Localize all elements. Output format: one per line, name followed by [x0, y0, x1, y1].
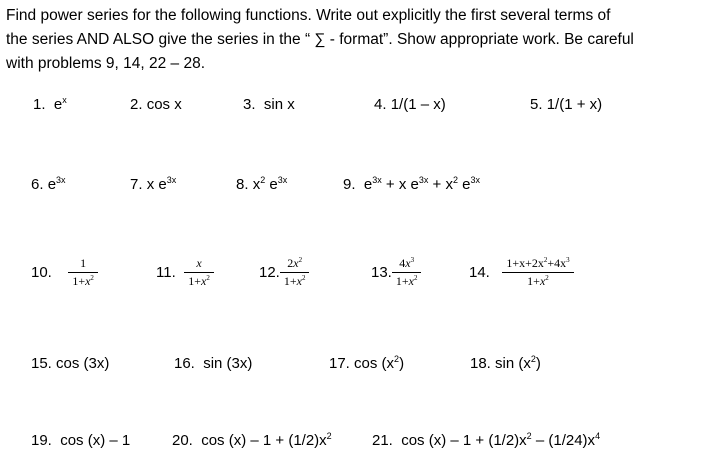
problem-expression: cos (x) – 1: [60, 432, 131, 449]
problem-10: [31, 256, 98, 289]
fraction: [280, 256, 310, 289]
problem-expression: sin x: [263, 96, 295, 113]
problem-16: [174, 355, 252, 372]
problem-expression: sin (x: [495, 355, 531, 372]
problem-5: [530, 96, 602, 113]
instructions-line-1: Find power series for the following functions. Write out explicitly the first several terms of: [6, 7, 611, 24]
problem-7: [130, 176, 176, 193]
problem-number: 1.: [33, 96, 46, 113]
problem-number: 4.: [374, 96, 387, 113]
problem-21: 21. $\cos (x) - 1 + (1/2)x^2 - (1/24)x^4$: [372, 431, 601, 449]
numerator: 1: [68, 256, 98, 273]
denominator: $1+x^2$: [72, 274, 94, 288]
numerator: $4x^3$: [392, 256, 422, 273]
problem-expression: e: [47, 176, 57, 193]
fraction: [68, 256, 98, 289]
fraction: [184, 256, 214, 289]
problem-number: 10.: [31, 264, 52, 281]
problem-8: 8. $x^2$ $e^{3x}$: [236, 175, 288, 193]
exponent: x: [62, 95, 67, 105]
problem-expression: x e: [146, 176, 167, 193]
denominator: $1+x^2$: [395, 274, 418, 288]
numerator: $1+x+2x^2+4x^3$: [502, 256, 573, 273]
problem-expression: 1/(1 – x): [390, 96, 446, 113]
problem-12: [259, 256, 309, 289]
problem-expression: cos (3x): [56, 355, 110, 372]
problem-number: 17.: [329, 355, 350, 372]
problem-3: [243, 96, 295, 113]
problem-number: 7.: [130, 176, 143, 193]
problem-9: 9. $e^{3x} + x$ $e^{3x} + x^2$ $e^{3x}$: [343, 175, 480, 193]
problem-number: 20.: [172, 432, 193, 449]
problem-expression: cos (x) – 1 + (1/2)x: [401, 432, 527, 449]
problem-14: [469, 256, 574, 289]
denominator: $1+x^2$: [283, 274, 306, 288]
problem-number: 15.: [31, 355, 52, 372]
problem-13: [371, 256, 421, 289]
numerator: $2x^2$: [280, 256, 310, 273]
problem-number: 19.: [31, 432, 52, 449]
problem-2: [130, 96, 182, 113]
denominator: $1+x^2$: [188, 274, 210, 288]
denominator: $1+x^2$: [527, 274, 549, 288]
problem-17: 17. $\cos (x^2)$: [329, 354, 405, 372]
instructions-line-2: the series AND ALSO give the series in the “ ∑ - format”. Show appropriate work. Be careful: [6, 31, 634, 48]
problem-1: [33, 96, 67, 113]
problem-number: 8.: [236, 176, 249, 193]
fraction: [392, 256, 422, 289]
problem-expression: e: [53, 96, 63, 113]
problem-expression: cos (x) – 1 + (1/2)x: [201, 432, 327, 449]
problem-number: 16.: [174, 355, 195, 372]
problem-number: 5.: [530, 96, 543, 113]
problem-number: 14.: [469, 264, 490, 281]
problem-number: 6.: [31, 176, 44, 193]
problem-number: 18.: [470, 355, 491, 372]
problem-number: 9.: [343, 176, 356, 193]
problem-number: 11.: [156, 264, 176, 281]
exponent: 3x: [56, 175, 66, 185]
problem-number: 12.: [259, 264, 280, 281]
instructions: [6, 4, 706, 76]
problem-expression: 1/(1 + x): [546, 96, 603, 113]
problem-number: 21.: [372, 432, 393, 449]
problem-19: [31, 432, 130, 449]
problem-expression: sin (3x): [203, 355, 253, 372]
problem-number: 13.: [371, 264, 392, 281]
problem-expression: cos (x: [354, 355, 395, 372]
problem-6: [31, 176, 66, 193]
problem-20: 20. $\cos (x) - 1 + (1/2)x^2$: [172, 431, 332, 449]
problem-number: 3.: [243, 96, 256, 113]
fraction: [502, 256, 573, 289]
problem-15: [31, 355, 109, 372]
problem-number: 2.: [130, 96, 143, 113]
numerator: x: [184, 256, 214, 273]
problem-18: 18. $\sin (x^2)$: [470, 354, 541, 372]
instructions-line-3: with problems 9, 14, 22 – 28.: [6, 55, 206, 72]
problem-4: [374, 96, 446, 113]
exponent: 3x: [166, 175, 177, 185]
problem-expression: cos x: [146, 96, 182, 113]
problem-11: [156, 256, 214, 289]
